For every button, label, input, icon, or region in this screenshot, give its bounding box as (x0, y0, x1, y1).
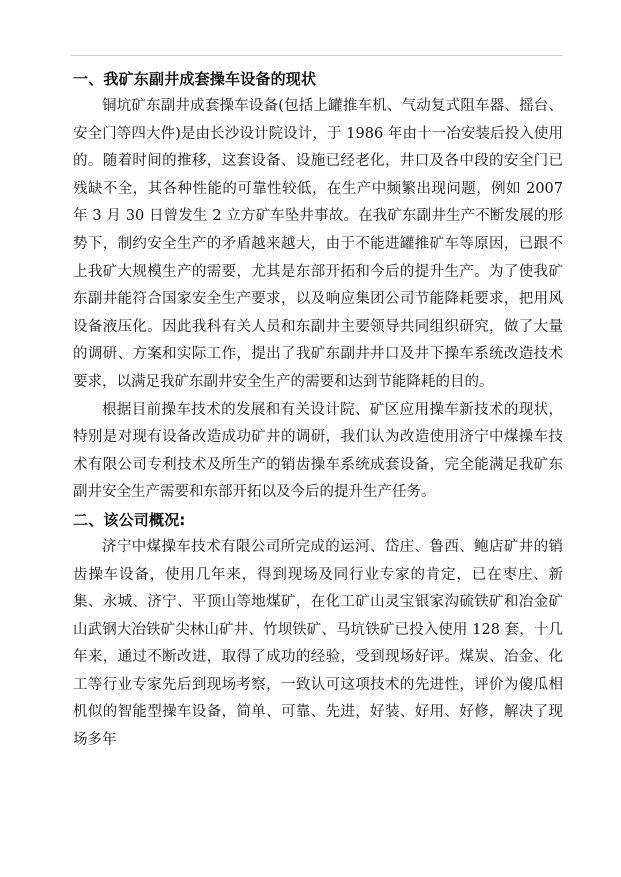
section-heading-2: 二、该公司概况: (73, 510, 186, 529)
section-1-paragraph-2: 根据目前操车技术的发展和有关设计院、矿区应用操车新技术的现状，特别是对现有设备改造成功矿井的调研，我们认为改造使用济宁中煤操车技术有限公司专利技术及所生产的销齿操车系统成套设备，完全能满足我矿东副井安全生产需要和东部开拓以及今后的提升生产任务。 (73, 401, 563, 501)
section-1-paragraph-1: 铜坑矿东副井成套操车设备(包括上罐推车机、气动复式阻车器、摇台、安全门等四大件)是由长沙设计院设计，于 1986 年由十一冶安装后投入使用的。随着时间的推移，这套设备、设施已经老化，井口及各中段的安全门已残缺不全，其各种性能的可靠性较低，在生产中频繁出现问题，例如 2007 年 3 月 30 日曾发生 2 立方矿车坠井事故。在我矿东副井生产不断发展的形势下，制约安全生产的矛盾越来越大，由于不能进罐推矿车等原因，已跟不上我矿大规模生产的需要，尤其是东部开拓和今后的提升生产。为了使我矿东副井能符合国家安全生产要求，以及响应集团公司节能降耗要求，把用风设备液压化。因此我科有关人员和东副井主要领导共同组织研究，做了大量的调研、方案和实际工作，提出了我矿东副井井口及井下操车系统改造技术要求，以满足我矿东副井安全生产的需要和达到节能降耗的目的。 (73, 98, 563, 390)
document-body (73, 66, 563, 755)
section-2-paragraph-1: 济宁中煤操车技术有限公司所完成的运河、岱庄、鲁西、鲍店矿井的销齿操车设备，使用几年来，得到现场及同行业专家的肯定，已在枣庄、新集、永城、济宁、平顶山等地煤矿，在化工矿山灵宝银家沟硫铁矿和冶金矿山武钢大冶铁矿尖林山矿井、竹坝铁矿、马坑铁矿已投入使用 128 套，十几年来，通过不断改进，取得了成功的经验，受到现场好评。煤炭、冶金、化工等行业专家先后到现场考察，一致认可这项技术的先进性，评价为傻瓜相机似的智能型操车设备，简单、可靠、先进，好装、好用、好修，解决了现场多年 (73, 538, 563, 749)
section-heading-1: 一、我矿东副井成套操车设备的现状 (73, 70, 317, 88)
header-divider (71, 55, 563, 56)
